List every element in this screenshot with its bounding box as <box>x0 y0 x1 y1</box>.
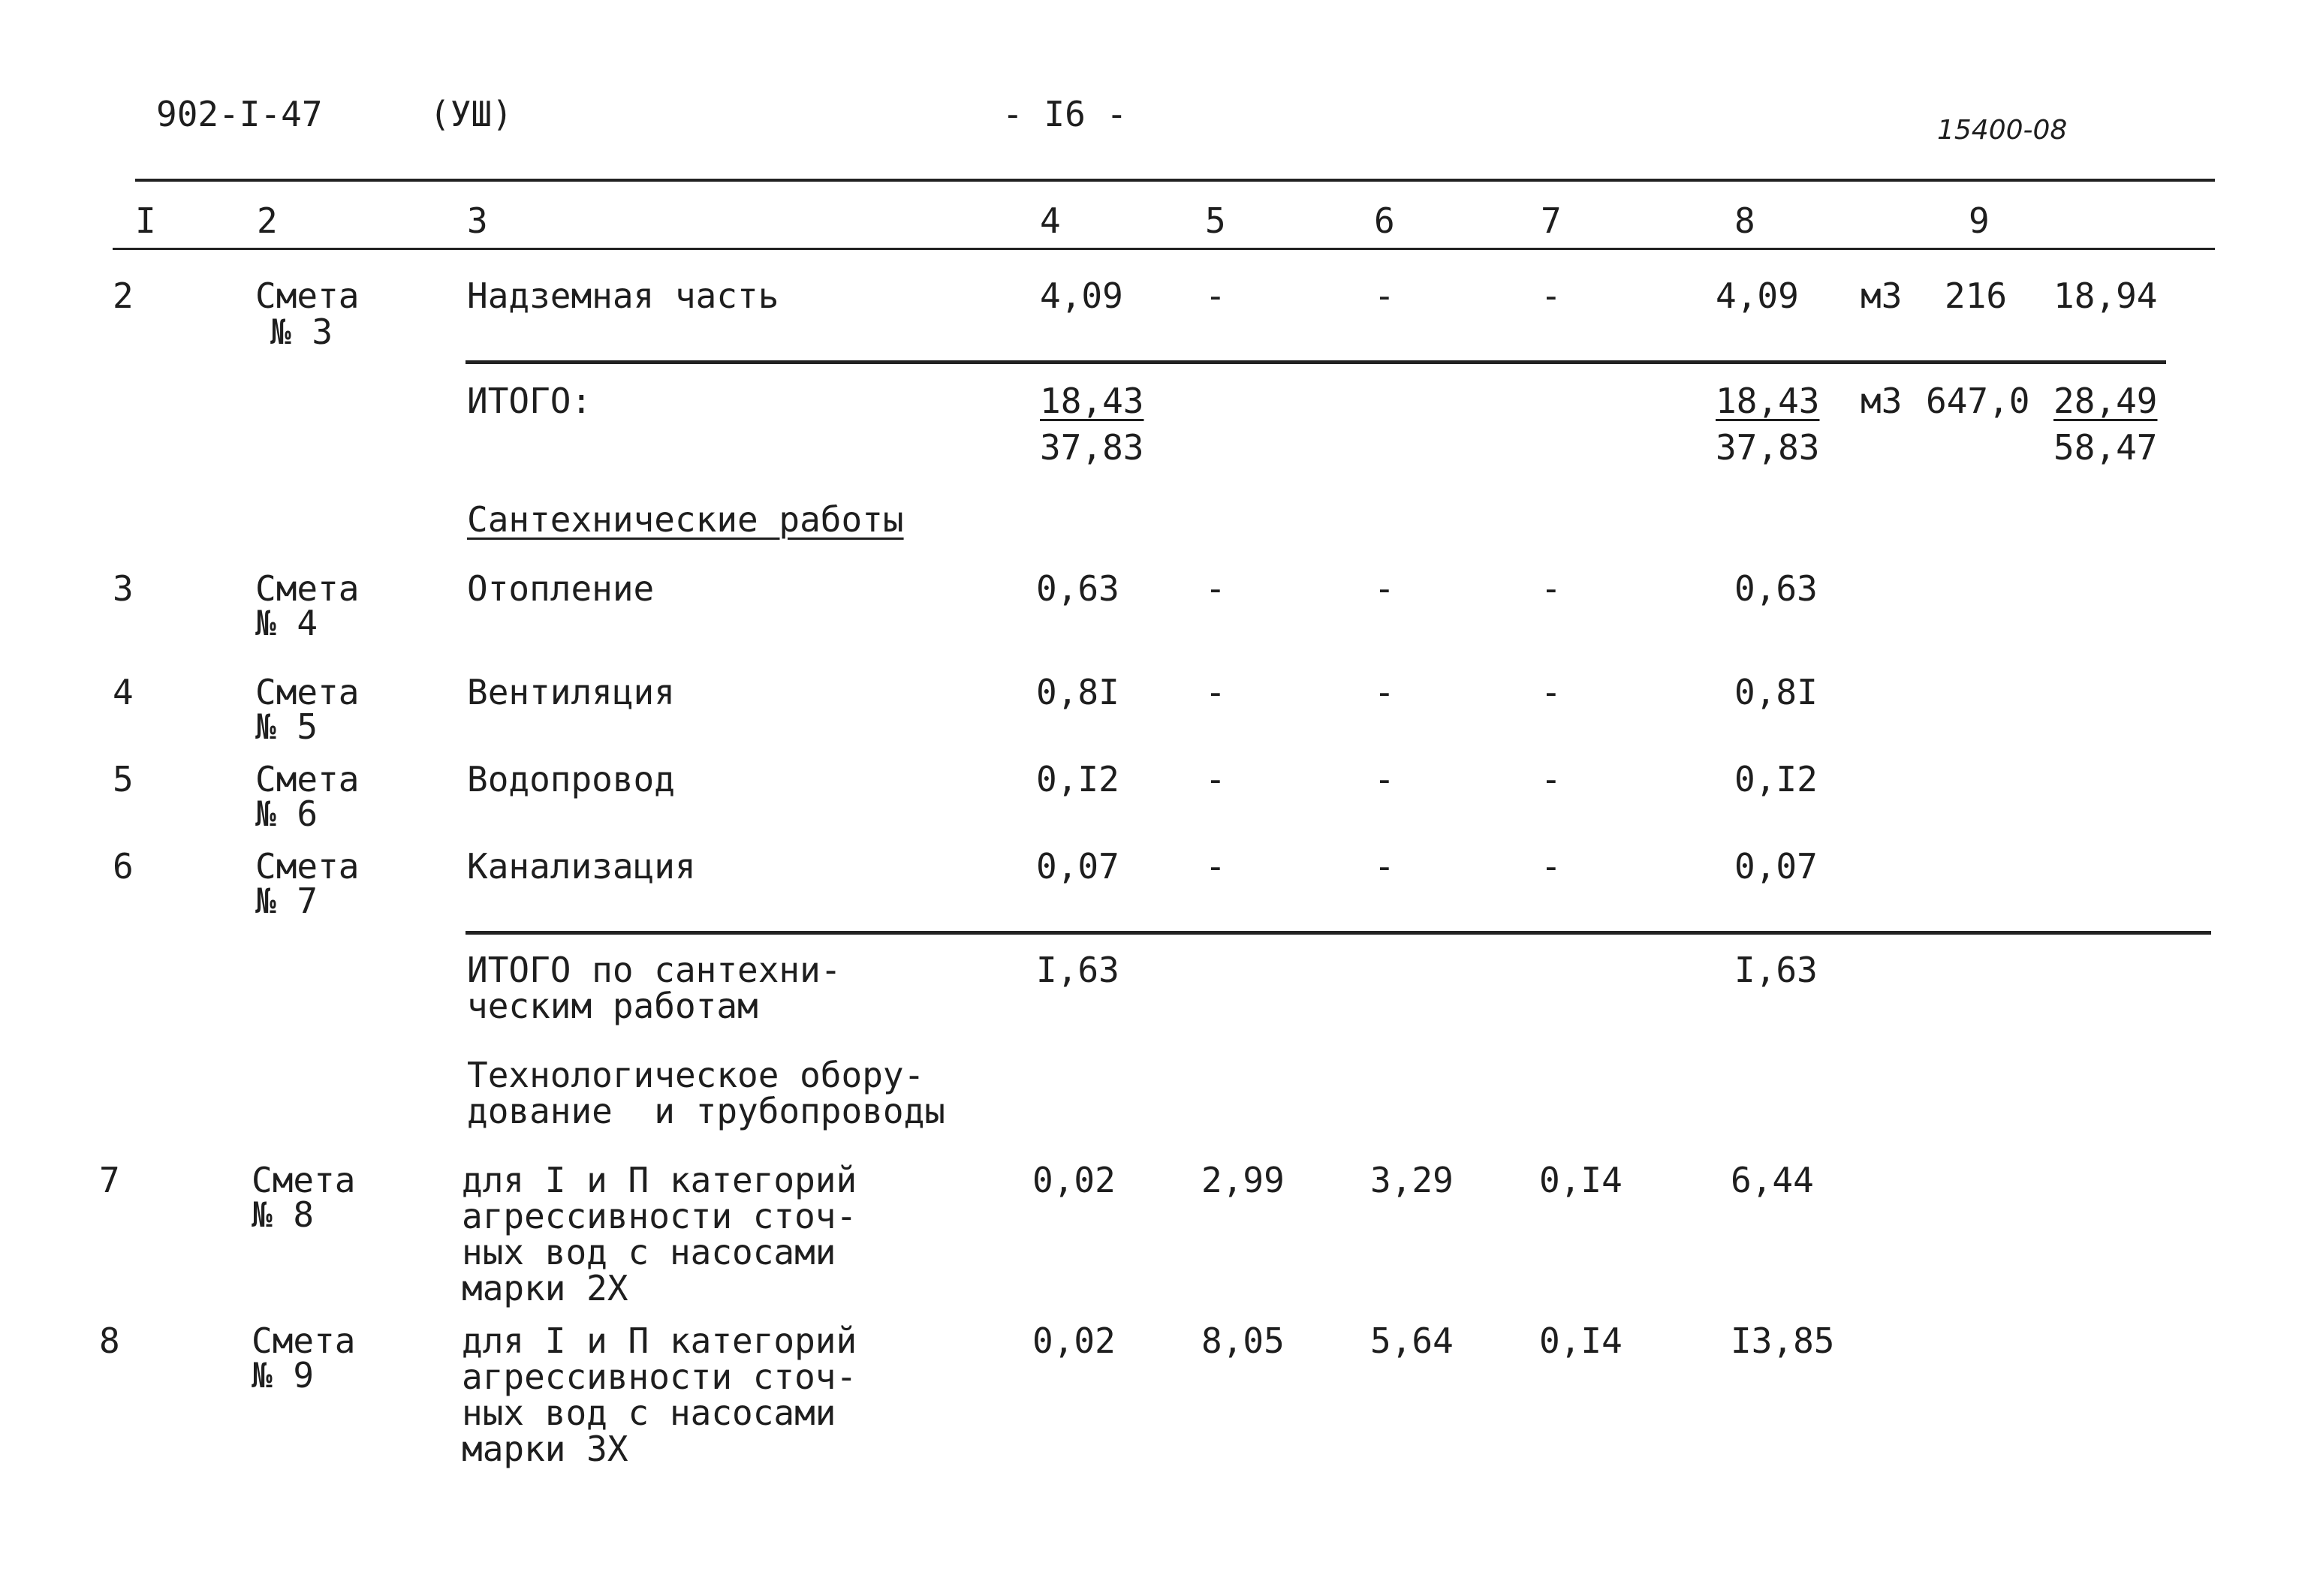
total-col4-denominator: 37,83 <box>1040 427 1144 468</box>
estimate-number: № 4 <box>255 603 318 643</box>
row-number: 8 <box>99 1320 120 1361</box>
cell-qty: 216 <box>1945 276 2008 316</box>
estimate-number: № 9 <box>252 1355 315 1396</box>
cell-col5: - <box>1205 568 1226 609</box>
section-heading-technology-line: Технологическое обору- <box>467 1055 925 1095</box>
section-heading-technology-line: дование и трубопроводы <box>467 1091 945 1131</box>
cell-col8: I,63 <box>1734 950 1818 990</box>
cell-col7: - <box>1541 568 1562 609</box>
total-qty: 647,0 <box>1926 381 2030 421</box>
row-number: 5 <box>113 759 134 800</box>
cell-col8: I3,85 <box>1731 1320 1835 1361</box>
row-number: 4 <box>113 672 134 712</box>
estimate-ref: Смета <box>252 1160 356 1200</box>
row-number: 7 <box>99 1160 120 1200</box>
total-col8-numerator: 18,43 <box>1716 381 1820 421</box>
cell-col4: 0,07 <box>1036 846 1119 887</box>
item-name: Водопровод <box>467 759 675 800</box>
total-col4-numerator: 18,43 <box>1040 381 1144 421</box>
cell-unit: м3 <box>1861 276 1903 316</box>
cell-col7: 0,I4 <box>1539 1320 1623 1361</box>
cell-col5: - <box>1205 672 1226 712</box>
document-section: (УШ) <box>429 94 513 134</box>
col-header-3: 3 <box>467 200 488 241</box>
inventory-number: 15400-08 <box>1937 115 2068 146</box>
item-name-line: агрессивности сточ- <box>462 1357 857 1397</box>
col-header-2: 2 <box>257 200 278 241</box>
estimate-ref: Смета <box>255 276 360 316</box>
cell-col8: 0,07 <box>1734 846 1818 887</box>
cell-col7: 0,I4 <box>1539 1160 1623 1200</box>
cell-col5: - <box>1205 846 1226 887</box>
total-col9-numerator: 28,49 <box>2053 381 2158 421</box>
cell-col5: 2,99 <box>1201 1160 1285 1200</box>
cell-col4: 0,02 <box>1032 1160 1116 1200</box>
total-col9-denominator: 58,47 <box>2053 427 2158 468</box>
row-number: 3 <box>113 568 134 609</box>
cell-col5: - <box>1205 276 1226 316</box>
subtotal-rule <box>466 360 2166 364</box>
estimate-number: № 5 <box>255 706 318 747</box>
col-header-6: 6 <box>1374 200 1395 241</box>
estimate-ref: Смета <box>255 568 360 609</box>
cell-col4: I,63 <box>1036 950 1119 990</box>
cell-col8: 0,63 <box>1734 568 1818 609</box>
cell-col6: 3,29 <box>1370 1160 1454 1200</box>
item-name-line: ИТОГО по сантехни- <box>467 950 842 990</box>
col-header-1: I <box>135 200 156 241</box>
cell-col8: 6,44 <box>1731 1160 1814 1200</box>
item-name-line: ческим работам <box>467 986 758 1026</box>
estimate-number: № 7 <box>255 881 318 921</box>
col-header-5: 5 <box>1205 200 1226 241</box>
item-name: Канализация <box>467 846 696 887</box>
cell-col7: - <box>1541 759 1562 800</box>
row-number: 2 <box>113 276 134 316</box>
cell-col7: - <box>1541 672 1562 712</box>
cell-col7: - <box>1541 846 1562 887</box>
col-header-4: 4 <box>1040 200 1061 241</box>
document-code: 902-I-47 <box>156 94 323 134</box>
page-number: - I6 - <box>1002 94 1128 134</box>
item-name: Надземная часть <box>467 276 779 316</box>
item-name: Отопление <box>467 568 655 609</box>
estimate-ref: Смета <box>255 846 360 887</box>
cell-col6: 5,64 <box>1370 1320 1454 1361</box>
estimate-number: № 8 <box>252 1194 315 1235</box>
item-name-line: для I и П категорий <box>462 1160 857 1200</box>
cell-col9: 18,94 <box>2053 276 2158 316</box>
item-name-line: для I и П категорий <box>462 1320 857 1361</box>
subtotal-rule-plumbing <box>466 931 2211 935</box>
cell-col6: - <box>1374 846 1395 887</box>
cell-col4: 4,09 <box>1040 276 1123 316</box>
estimate-ref: Смета <box>252 1320 356 1361</box>
table-top-rule <box>135 179 2215 182</box>
cell-col5: - <box>1205 759 1226 800</box>
header-bottom-rule <box>113 248 2215 250</box>
estimate-ref: Смета <box>255 672 360 712</box>
row-number: 6 <box>113 846 134 887</box>
item-name-line: ных вод с насосами <box>462 1393 836 1433</box>
cell-col6: - <box>1374 568 1395 609</box>
col-header-9: 9 <box>1969 200 1990 241</box>
total-label: ИТОГО: <box>467 381 592 421</box>
estimate-number: № 3 <box>270 312 333 352</box>
cell-col6: - <box>1374 759 1395 800</box>
cell-col6: - <box>1374 276 1395 316</box>
cell-col6: - <box>1374 672 1395 712</box>
cell-col8: 0,I2 <box>1734 759 1818 800</box>
col-header-7: 7 <box>1541 200 1562 241</box>
col-header-8: 8 <box>1734 200 1755 241</box>
cell-col4: 0,02 <box>1032 1320 1116 1361</box>
total-unit: м3 <box>1861 381 1903 421</box>
cell-col7: - <box>1541 276 1562 316</box>
cell-col4: 0,8I <box>1036 672 1119 712</box>
cell-col4: 0,I2 <box>1036 759 1119 800</box>
item-name-line: ных вод с насосами <box>462 1232 836 1272</box>
item-name-line: агрессивности сточ- <box>462 1196 857 1236</box>
item-name-line: марки 3Х <box>462 1429 628 1469</box>
cell-col8: 4,09 <box>1716 276 1799 316</box>
section-heading-plumbing: Сантехнические работы <box>467 499 904 540</box>
estimate-ref: Смета <box>255 759 360 800</box>
item-name-line: марки 2Х <box>462 1268 628 1308</box>
total-col8-denominator: 37,83 <box>1716 427 1820 468</box>
cell-col4: 0,63 <box>1036 568 1119 609</box>
cell-col8: 0,8I <box>1734 672 1818 712</box>
estimate-number: № 6 <box>255 793 318 834</box>
cell-col5: 8,05 <box>1201 1320 1285 1361</box>
item-name: Вентиляция <box>467 672 675 712</box>
